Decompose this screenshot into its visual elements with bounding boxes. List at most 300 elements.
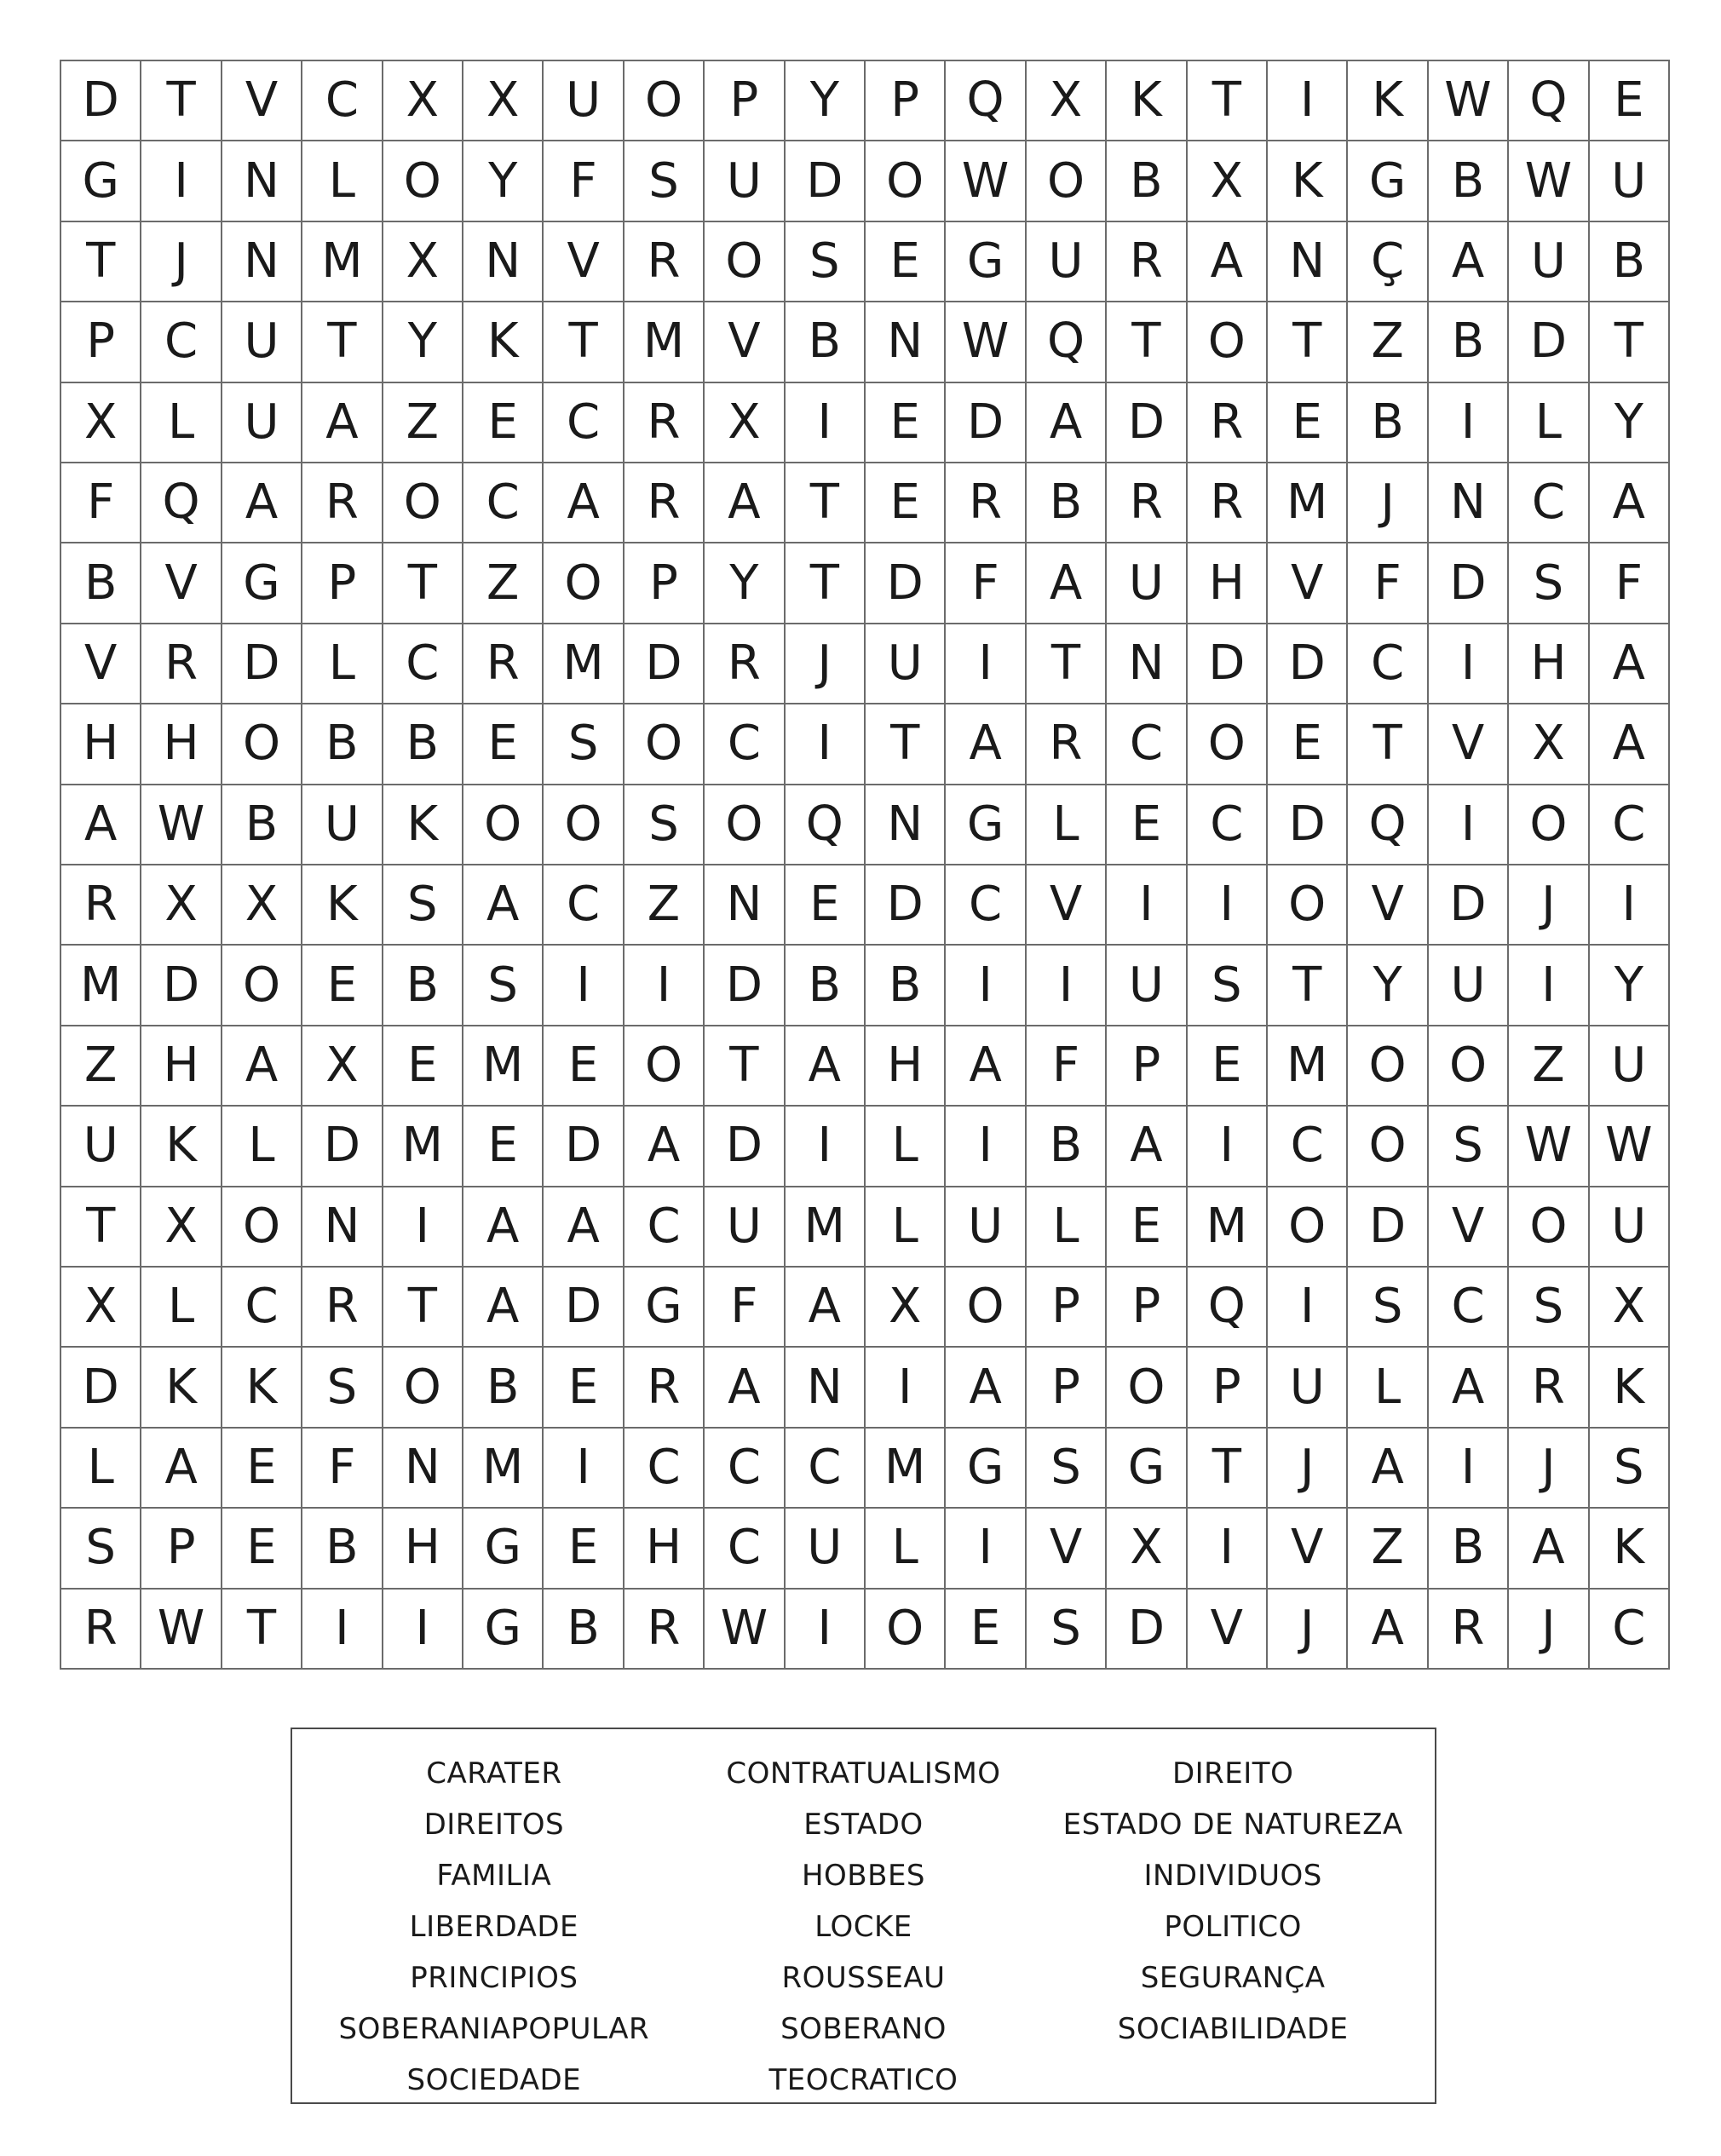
- grid-cell[interactable]: I: [866, 1348, 946, 1428]
- grid-cell[interactable]: O: [625, 61, 705, 141]
- grid-cell[interactable]: A: [786, 1268, 866, 1348]
- grid-cell[interactable]: W: [946, 302, 1026, 382]
- grid-cell[interactable]: I: [1268, 61, 1348, 141]
- grid-cell[interactable]: H: [1188, 543, 1268, 624]
- grid-cell[interactable]: A: [1188, 222, 1268, 302]
- grid-cell[interactable]: E: [463, 383, 544, 463]
- grid-cell[interactable]: T: [1188, 61, 1268, 141]
- grid-cell[interactable]: A: [1107, 1107, 1187, 1187]
- grid-cell[interactable]: N: [866, 785, 946, 865]
- grid-cell[interactable]: R: [1509, 1348, 1589, 1428]
- grid-cell[interactable]: D: [1509, 302, 1589, 382]
- grid-cell[interactable]: X: [141, 865, 222, 946]
- grid-cell[interactable]: A: [1027, 383, 1107, 463]
- grid-cell[interactable]: U: [222, 302, 302, 382]
- grid-cell[interactable]: J: [1268, 1429, 1348, 1509]
- grid-cell[interactable]: S: [302, 1348, 383, 1428]
- grid-cell[interactable]: T: [1188, 1429, 1268, 1509]
- grid-cell[interactable]: M: [1268, 463, 1348, 543]
- grid-cell[interactable]: Q: [1348, 785, 1428, 865]
- grid-cell[interactable]: A: [463, 865, 544, 946]
- grid-cell[interactable]: V: [141, 543, 222, 624]
- grid-cell[interactable]: E: [866, 222, 946, 302]
- grid-cell[interactable]: X: [383, 222, 463, 302]
- grid-cell[interactable]: U: [1027, 222, 1107, 302]
- grid-cell[interactable]: R: [1027, 704, 1107, 785]
- grid-cell[interactable]: I: [302, 1590, 383, 1670]
- grid-cell[interactable]: X: [705, 383, 785, 463]
- grid-cell[interactable]: P: [1107, 1026, 1187, 1107]
- grid-cell[interactable]: E: [544, 1348, 624, 1428]
- grid-cell[interactable]: H: [625, 1509, 705, 1589]
- grid-cell[interactable]: T: [61, 1187, 141, 1268]
- grid-cell[interactable]: A: [1590, 704, 1670, 785]
- grid-cell[interactable]: C: [1509, 463, 1589, 543]
- grid-cell[interactable]: Z: [1509, 1026, 1589, 1107]
- grid-cell[interactable]: C: [141, 302, 222, 382]
- grid-cell[interactable]: B: [1429, 1509, 1509, 1589]
- grid-cell[interactable]: U: [786, 1509, 866, 1589]
- grid-cell[interactable]: C: [625, 1187, 705, 1268]
- grid-cell[interactable]: A: [222, 1026, 302, 1107]
- grid-cell[interactable]: X: [302, 1026, 383, 1107]
- grid-cell[interactable]: T: [1590, 302, 1670, 382]
- grid-cell[interactable]: J: [1348, 463, 1428, 543]
- grid-cell[interactable]: T: [705, 1026, 785, 1107]
- grid-cell[interactable]: A: [1509, 1509, 1589, 1589]
- grid-cell[interactable]: B: [463, 1348, 544, 1428]
- grid-cell[interactable]: C: [1188, 785, 1268, 865]
- grid-cell[interactable]: I: [383, 1590, 463, 1670]
- grid-cell[interactable]: R: [302, 463, 383, 543]
- grid-cell[interactable]: B: [1348, 383, 1428, 463]
- grid-cell[interactable]: O: [1509, 1187, 1589, 1268]
- grid-cell[interactable]: U: [705, 1187, 785, 1268]
- grid-cell[interactable]: O: [705, 222, 785, 302]
- grid-cell[interactable]: A: [463, 1187, 544, 1268]
- grid-cell[interactable]: U: [1107, 946, 1187, 1026]
- grid-cell[interactable]: I: [786, 704, 866, 785]
- grid-cell[interactable]: X: [61, 1268, 141, 1348]
- grid-cell[interactable]: X: [1509, 704, 1589, 785]
- grid-cell[interactable]: C: [1348, 624, 1428, 704]
- grid-cell[interactable]: A: [786, 1026, 866, 1107]
- grid-cell[interactable]: C: [705, 1429, 785, 1509]
- grid-cell[interactable]: I: [946, 1509, 1026, 1589]
- grid-cell[interactable]: M: [61, 946, 141, 1026]
- grid-cell[interactable]: C: [786, 1429, 866, 1509]
- grid-cell[interactable]: T: [1027, 624, 1107, 704]
- grid-cell[interactable]: E: [222, 1509, 302, 1589]
- grid-cell[interactable]: X: [1188, 141, 1268, 221]
- grid-cell[interactable]: M: [383, 1107, 463, 1187]
- grid-cell[interactable]: E: [1107, 1187, 1187, 1268]
- grid-cell[interactable]: I: [383, 1187, 463, 1268]
- grid-cell[interactable]: M: [463, 1026, 544, 1107]
- grid-cell[interactable]: F: [1027, 1026, 1107, 1107]
- grid-cell[interactable]: A: [946, 704, 1026, 785]
- grid-cell[interactable]: D: [946, 383, 1026, 463]
- grid-cell[interactable]: O: [544, 785, 624, 865]
- grid-cell[interactable]: C: [463, 463, 544, 543]
- grid-cell[interactable]: W: [1509, 1107, 1589, 1187]
- grid-cell[interactable]: L: [302, 624, 383, 704]
- grid-cell[interactable]: J: [141, 222, 222, 302]
- grid-cell[interactable]: D: [705, 1107, 785, 1187]
- grid-cell[interactable]: L: [866, 1509, 946, 1589]
- grid-cell[interactable]: E: [544, 1509, 624, 1589]
- grid-cell[interactable]: T: [141, 61, 222, 141]
- grid-cell[interactable]: T: [1268, 302, 1348, 382]
- grid-cell[interactable]: I: [1188, 1509, 1268, 1589]
- grid-cell[interactable]: B: [302, 1509, 383, 1589]
- grid-cell[interactable]: O: [1348, 1026, 1428, 1107]
- grid-cell[interactable]: P: [1027, 1348, 1107, 1428]
- grid-cell[interactable]: O: [222, 704, 302, 785]
- grid-cell[interactable]: H: [1509, 624, 1589, 704]
- grid-cell[interactable]: Q: [1027, 302, 1107, 382]
- grid-cell[interactable]: K: [1268, 141, 1348, 221]
- grid-cell[interactable]: M: [1188, 1187, 1268, 1268]
- grid-cell[interactable]: R: [61, 865, 141, 946]
- grid-cell[interactable]: K: [302, 865, 383, 946]
- grid-cell[interactable]: E: [866, 463, 946, 543]
- grid-cell[interactable]: C: [1590, 785, 1670, 865]
- grid-cell[interactable]: I: [946, 946, 1026, 1026]
- grid-cell[interactable]: C: [705, 704, 785, 785]
- grid-cell[interactable]: P: [1107, 1268, 1187, 1348]
- grid-cell[interactable]: F: [61, 463, 141, 543]
- grid-cell[interactable]: G: [61, 141, 141, 221]
- grid-cell[interactable]: E: [946, 1590, 1026, 1670]
- grid-cell[interactable]: P: [705, 61, 785, 141]
- grid-cell[interactable]: O: [1348, 1107, 1428, 1187]
- grid-cell[interactable]: O: [1107, 1348, 1187, 1428]
- grid-cell[interactable]: F: [946, 543, 1026, 624]
- grid-cell[interactable]: N: [1268, 222, 1348, 302]
- grid-cell[interactable]: Y: [463, 141, 544, 221]
- grid-cell[interactable]: G: [463, 1590, 544, 1670]
- grid-cell[interactable]: T: [1268, 946, 1348, 1026]
- grid-cell[interactable]: R: [1107, 222, 1187, 302]
- grid-cell[interactable]: W: [141, 1590, 222, 1670]
- grid-cell[interactable]: P: [61, 302, 141, 382]
- grid-cell[interactable]: Y: [1590, 946, 1670, 1026]
- grid-cell[interactable]: Z: [1348, 1509, 1428, 1589]
- grid-cell[interactable]: D: [222, 624, 302, 704]
- grid-cell[interactable]: A: [1590, 463, 1670, 543]
- grid-cell[interactable]: P: [866, 61, 946, 141]
- grid-cell[interactable]: K: [463, 302, 544, 382]
- grid-cell[interactable]: A: [61, 785, 141, 865]
- grid-cell[interactable]: R: [1188, 463, 1268, 543]
- grid-cell[interactable]: V: [1027, 865, 1107, 946]
- grid-cell[interactable]: V: [222, 61, 302, 141]
- grid-cell[interactable]: M: [463, 1429, 544, 1509]
- grid-cell[interactable]: T: [786, 463, 866, 543]
- grid-cell[interactable]: V: [1429, 1187, 1509, 1268]
- grid-cell[interactable]: J: [786, 624, 866, 704]
- grid-cell[interactable]: T: [786, 543, 866, 624]
- grid-cell[interactable]: I: [786, 1590, 866, 1670]
- grid-cell[interactable]: B: [1429, 141, 1509, 221]
- grid-cell[interactable]: D: [1268, 785, 1348, 865]
- grid-cell[interactable]: I: [1027, 946, 1107, 1026]
- grid-cell[interactable]: T: [302, 302, 383, 382]
- grid-cell[interactable]: I: [786, 383, 866, 463]
- grid-cell[interactable]: A: [705, 463, 785, 543]
- grid-cell[interactable]: S: [1509, 1268, 1589, 1348]
- grid-cell[interactable]: O: [866, 1590, 946, 1670]
- grid-cell[interactable]: B: [1429, 302, 1509, 382]
- grid-cell[interactable]: Y: [786, 61, 866, 141]
- grid-cell[interactable]: T: [383, 1268, 463, 1348]
- grid-cell[interactable]: U: [1590, 1187, 1670, 1268]
- grid-cell[interactable]: F: [1590, 543, 1670, 624]
- grid-cell[interactable]: U: [222, 383, 302, 463]
- grid-cell[interactable]: R: [625, 1590, 705, 1670]
- grid-cell[interactable]: U: [1509, 222, 1589, 302]
- grid-cell[interactable]: K: [383, 785, 463, 865]
- grid-cell[interactable]: O: [946, 1268, 1026, 1348]
- grid-cell[interactable]: N: [786, 1348, 866, 1428]
- grid-cell[interactable]: U: [1107, 543, 1187, 624]
- grid-cell[interactable]: X: [1590, 1268, 1670, 1348]
- grid-cell[interactable]: Q: [946, 61, 1026, 141]
- grid-cell[interactable]: E: [1590, 61, 1670, 141]
- grid-cell[interactable]: T: [1107, 302, 1187, 382]
- grid-cell[interactable]: T: [544, 302, 624, 382]
- grid-cell[interactable]: E: [1268, 383, 1348, 463]
- grid-cell[interactable]: C: [544, 865, 624, 946]
- grid-cell[interactable]: B: [1590, 222, 1670, 302]
- grid-cell[interactable]: I: [1509, 946, 1589, 1026]
- grid-cell[interactable]: S: [625, 785, 705, 865]
- grid-cell[interactable]: R: [625, 463, 705, 543]
- grid-cell[interactable]: L: [61, 1429, 141, 1509]
- grid-cell[interactable]: D: [1429, 543, 1509, 624]
- grid-cell[interactable]: O: [1188, 302, 1268, 382]
- grid-cell[interactable]: B: [544, 1590, 624, 1670]
- grid-cell[interactable]: M: [1268, 1026, 1348, 1107]
- grid-cell[interactable]: O: [544, 543, 624, 624]
- grid-cell[interactable]: B: [383, 704, 463, 785]
- grid-cell[interactable]: C: [302, 61, 383, 141]
- grid-cell[interactable]: C: [1107, 704, 1187, 785]
- grid-cell[interactable]: Z: [1348, 302, 1428, 382]
- grid-cell[interactable]: D: [1107, 383, 1187, 463]
- grid-cell[interactable]: W: [946, 141, 1026, 221]
- grid-cell[interactable]: U: [302, 785, 383, 865]
- grid-cell[interactable]: R: [1429, 1590, 1509, 1670]
- grid-cell[interactable]: F: [302, 1429, 383, 1509]
- grid-cell[interactable]: V: [61, 624, 141, 704]
- grid-cell[interactable]: E: [463, 1107, 544, 1187]
- grid-cell[interactable]: I: [1429, 383, 1509, 463]
- grid-cell[interactable]: B: [302, 704, 383, 785]
- grid-cell[interactable]: O: [1188, 704, 1268, 785]
- grid-cell[interactable]: B: [383, 946, 463, 1026]
- grid-cell[interactable]: Q: [1188, 1268, 1268, 1348]
- grid-cell[interactable]: E: [383, 1026, 463, 1107]
- grid-cell[interactable]: J: [1509, 1429, 1589, 1509]
- grid-cell[interactable]: O: [222, 946, 302, 1026]
- grid-cell[interactable]: W: [1590, 1107, 1670, 1187]
- grid-cell[interactable]: L: [141, 383, 222, 463]
- grid-cell[interactable]: R: [946, 463, 1026, 543]
- grid-cell[interactable]: Q: [786, 785, 866, 865]
- grid-cell[interactable]: N: [1107, 624, 1187, 704]
- grid-cell[interactable]: V: [1348, 865, 1428, 946]
- grid-cell[interactable]: V: [544, 222, 624, 302]
- grid-cell[interactable]: X: [222, 865, 302, 946]
- grid-cell[interactable]: A: [141, 1429, 222, 1509]
- grid-cell[interactable]: Y: [383, 302, 463, 382]
- grid-cell[interactable]: K: [141, 1107, 222, 1187]
- grid-cell[interactable]: Q: [1509, 61, 1589, 141]
- grid-cell[interactable]: A: [1429, 222, 1509, 302]
- grid-cell[interactable]: D: [866, 865, 946, 946]
- grid-cell[interactable]: N: [222, 141, 302, 221]
- grid-cell[interactable]: G: [946, 785, 1026, 865]
- grid-cell[interactable]: V: [1268, 543, 1348, 624]
- grid-cell[interactable]: D: [1348, 1187, 1428, 1268]
- grid-cell[interactable]: D: [544, 1268, 624, 1348]
- grid-cell[interactable]: L: [141, 1268, 222, 1348]
- grid-cell[interactable]: J: [1509, 1590, 1589, 1670]
- grid-cell[interactable]: Y: [1348, 946, 1428, 1026]
- grid-cell[interactable]: B: [1027, 463, 1107, 543]
- grid-cell[interactable]: H: [383, 1509, 463, 1589]
- grid-cell[interactable]: X: [61, 383, 141, 463]
- grid-cell[interactable]: G: [625, 1268, 705, 1348]
- grid-cell[interactable]: I: [946, 1107, 1026, 1187]
- grid-cell[interactable]: M: [625, 302, 705, 382]
- grid-cell[interactable]: T: [61, 222, 141, 302]
- grid-cell[interactable]: V: [1268, 1509, 1348, 1589]
- grid-cell[interactable]: O: [625, 1026, 705, 1107]
- grid-cell[interactable]: B: [1107, 141, 1187, 221]
- grid-cell[interactable]: M: [302, 222, 383, 302]
- grid-cell[interactable]: C: [625, 1429, 705, 1509]
- grid-cell[interactable]: O: [1027, 141, 1107, 221]
- grid-cell[interactable]: I: [1429, 1429, 1509, 1509]
- grid-cell[interactable]: O: [866, 141, 946, 221]
- grid-cell[interactable]: H: [141, 704, 222, 785]
- grid-cell[interactable]: X: [141, 1187, 222, 1268]
- grid-cell[interactable]: I: [141, 141, 222, 221]
- grid-cell[interactable]: X: [1107, 1509, 1187, 1589]
- grid-cell[interactable]: D: [866, 543, 946, 624]
- grid-cell[interactable]: A: [625, 1107, 705, 1187]
- grid-cell[interactable]: P: [1027, 1268, 1107, 1348]
- grid-cell[interactable]: E: [463, 704, 544, 785]
- grid-cell[interactable]: D: [1107, 1590, 1187, 1670]
- grid-cell[interactable]: O: [1268, 1187, 1348, 1268]
- grid-cell[interactable]: E: [786, 865, 866, 946]
- grid-cell[interactable]: E: [866, 383, 946, 463]
- grid-cell[interactable]: A: [1348, 1429, 1428, 1509]
- grid-cell[interactable]: O: [383, 463, 463, 543]
- grid-cell[interactable]: D: [625, 624, 705, 704]
- grid-cell[interactable]: S: [625, 141, 705, 221]
- grid-cell[interactable]: S: [463, 946, 544, 1026]
- grid-cell[interactable]: P: [625, 543, 705, 624]
- grid-cell[interactable]: Z: [61, 1026, 141, 1107]
- grid-cell[interactable]: B: [222, 785, 302, 865]
- grid-cell[interactable]: A: [544, 1187, 624, 1268]
- grid-cell[interactable]: A: [946, 1026, 1026, 1107]
- grid-cell[interactable]: W: [1429, 61, 1509, 141]
- grid-cell[interactable]: C: [1429, 1268, 1509, 1348]
- grid-cell[interactable]: U: [1590, 141, 1670, 221]
- grid-cell[interactable]: H: [61, 704, 141, 785]
- grid-cell[interactable]: C: [544, 383, 624, 463]
- grid-cell[interactable]: T: [383, 543, 463, 624]
- grid-cell[interactable]: N: [866, 302, 946, 382]
- grid-cell[interactable]: V: [1429, 704, 1509, 785]
- grid-cell[interactable]: Z: [383, 383, 463, 463]
- grid-cell[interactable]: L: [1027, 785, 1107, 865]
- grid-cell[interactable]: F: [1348, 543, 1428, 624]
- grid-cell[interactable]: A: [302, 383, 383, 463]
- grid-cell[interactable]: R: [61, 1590, 141, 1670]
- grid-cell[interactable]: O: [625, 704, 705, 785]
- grid-cell[interactable]: G: [463, 1509, 544, 1589]
- grid-cell[interactable]: R: [302, 1268, 383, 1348]
- grid-cell[interactable]: T: [1348, 704, 1428, 785]
- grid-cell[interactable]: E: [1188, 1026, 1268, 1107]
- grid-cell[interactable]: N: [302, 1187, 383, 1268]
- grid-cell[interactable]: M: [786, 1187, 866, 1268]
- grid-cell[interactable]: R: [141, 624, 222, 704]
- grid-cell[interactable]: F: [544, 141, 624, 221]
- grid-cell[interactable]: M: [544, 624, 624, 704]
- grid-cell[interactable]: D: [141, 946, 222, 1026]
- grid-cell[interactable]: A: [544, 463, 624, 543]
- grid-cell[interactable]: S: [1027, 1590, 1107, 1670]
- grid-cell[interactable]: D: [786, 141, 866, 221]
- grid-cell[interactable]: C: [705, 1509, 785, 1589]
- grid-cell[interactable]: I: [544, 1429, 624, 1509]
- grid-cell[interactable]: A: [1348, 1590, 1428, 1670]
- grid-cell[interactable]: P: [141, 1509, 222, 1589]
- grid-cell[interactable]: I: [1188, 865, 1268, 946]
- grid-cell[interactable]: R: [625, 1348, 705, 1428]
- grid-cell[interactable]: C: [1268, 1107, 1348, 1187]
- grid-cell[interactable]: L: [866, 1187, 946, 1268]
- grid-cell[interactable]: R: [1188, 383, 1268, 463]
- grid-cell[interactable]: L: [1348, 1348, 1428, 1428]
- grid-cell[interactable]: E: [544, 1026, 624, 1107]
- grid-cell[interactable]: D: [302, 1107, 383, 1187]
- grid-cell[interactable]: I: [1107, 865, 1187, 946]
- grid-cell[interactable]: A: [222, 463, 302, 543]
- grid-cell[interactable]: A: [946, 1348, 1026, 1428]
- grid-cell[interactable]: U: [544, 61, 624, 141]
- grid-cell[interactable]: U: [61, 1107, 141, 1187]
- grid-cell[interactable]: E: [1107, 785, 1187, 865]
- grid-cell[interactable]: R: [1107, 463, 1187, 543]
- grid-cell[interactable]: O: [383, 1348, 463, 1428]
- grid-cell[interactable]: L: [302, 141, 383, 221]
- grid-cell[interactable]: O: [1429, 1026, 1509, 1107]
- grid-cell[interactable]: I: [625, 946, 705, 1026]
- grid-cell[interactable]: U: [1268, 1348, 1348, 1428]
- grid-cell[interactable]: S: [1348, 1268, 1428, 1348]
- grid-cell[interactable]: U: [1590, 1026, 1670, 1107]
- grid-cell[interactable]: V: [705, 302, 785, 382]
